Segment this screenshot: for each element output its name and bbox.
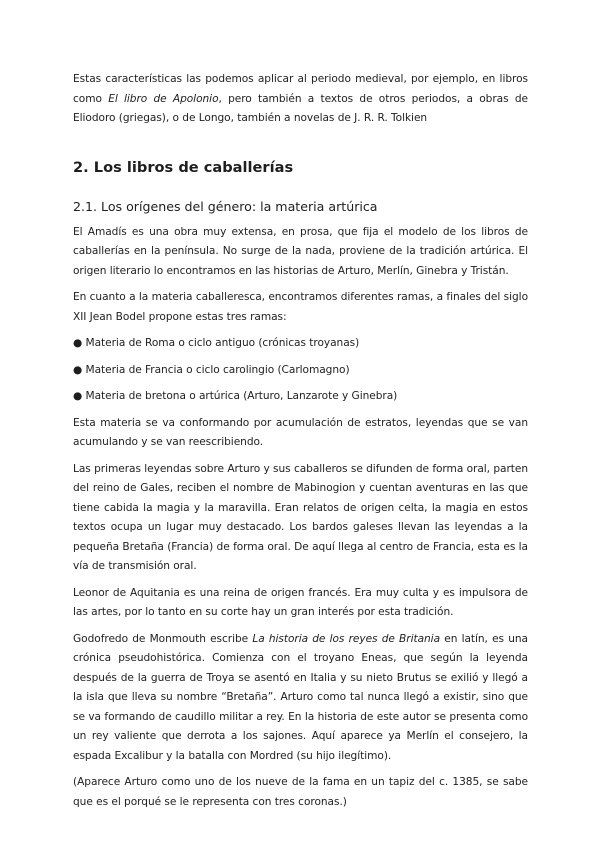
paragraph-aparece: (Aparece Arturo como uno de los nueve de la fama en un tapiz del c. 1385, se sabe que es el porqué se le representa con tres coronas.)	[73, 776, 528, 808]
bullet-item: ● Materia de bretona o artúrica (Arturo, Lanzarote y Ginebra)	[73, 390, 398, 402]
paragraph-estratos: Esta materia se va conformando por acumulación de estratos, leyendas que se van acumulando y se van reescribiendo.	[73, 416, 528, 448]
section-title: 2. Los libros de caballerías	[73, 158, 294, 176]
paragraph-leyendas: Las primeras leyendas sobre Arturo y sus caballeros se difunden de forma oral, parten del reino de Gales, reciben el nombre de Mabinogion y cuentan aventuras en las que tiene cabida la magia y la maravilla. Eran relatos de origen celta, la magia en estos textos ocupa un lugar muy destacado. Los bardos galeses llevan las leyendas a la pequeña Bretaña (Francia) de forma oral. De aquí llega al centro de Francia, esta es la vía de transmisión oral.	[73, 462, 528, 572]
godofredo-text-start: Godofredo de Monmouth escribe	[73, 632, 253, 645]
paragraph-materia: En cuanto a la materia caballeresca, encontramos diferentes ramas, a finales del siglo XII Jean Bodel propone estas tres ramas:	[73, 291, 528, 323]
paragraph-leonor: Leonor de Aquitania es una reina de origen francés. Era muy culta y es impulsora de las artes, por lo tanto en su corte hay un gran interés por esta tradición.	[73, 586, 528, 618]
intro-text-end: , pero también a textos de otros periodos, a obras de Eliodoro (griegas), o de Longo, también a novelas de J. R. R. Tolkien	[73, 92, 528, 124]
subsection-title: 2.1. Los orígenes del género: la materia artúrica	[73, 198, 378, 214]
page-content	[73, 70, 528, 812]
intro-text-start: Estas características las podemos aplicar al periodo medieval, por ejemplo, en libros como	[73, 73, 528, 105]
godofredo-text-end: en latín, es una crónica pseudohistórica. Comienza con el troyano Eneas, que según la leyenda después de la guerra de Troya se asentó en Italia y su nieto Brutus se exilió y llegó a la isla que lleva su nombre “Bretaña”. Arturo como tal nunca llegó a existir, sino que se va formando de caudillo militar a rey. En la historia de este autor se presenta como un rey valiente que derrota a los sajones. Aquí aparece ya Merlín el consejero, la espada Excalibur y la batalla con Mordred (su hijo ilegítimo).	[73, 632, 528, 762]
bullet-item: ● Materia de Francia o ciclo carolingio (Carlomagno)	[73, 363, 350, 376]
intro-book-title: El libro de Apolonio	[108, 92, 219, 105]
godofredo-book-title: La historia de los reyes de Britania	[252, 632, 441, 645]
paragraph-godofredo	[73, 630, 528, 767]
intro-paragraph	[73, 70, 528, 129]
bullet-item: ● Materia de Roma o ciclo antiguo (crónicas troyanas)	[73, 337, 360, 349]
paragraph-amadis: El Amadís es una obra muy extensa, en prosa, que fija el modelo de los libros de caballerías en la península. No surge de la nada, proviene de la tradición artúrica. El origen literario lo encontramos en las historias de Arturo, Merlín, Ginebra y Tristán.	[73, 225, 528, 277]
